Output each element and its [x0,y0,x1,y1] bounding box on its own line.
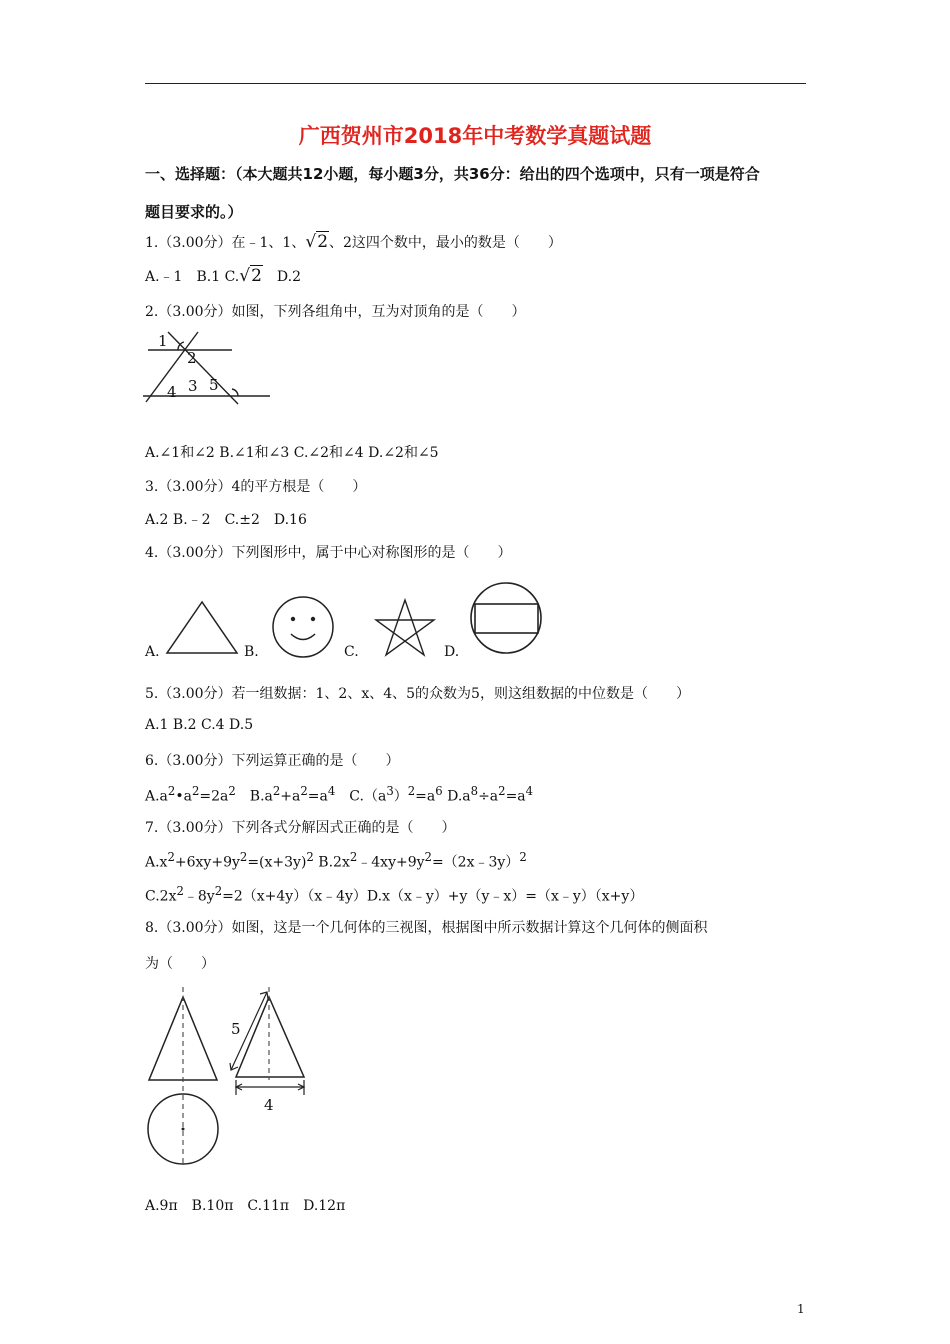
q4-circle-rectangle-figure [468,580,546,658]
q3-stem: 3.（3.00分）4的平方根是（ ） [145,479,367,495]
page-number: 1 [797,1302,805,1316]
q5-stem: 5.（3.00分）若一组数据：1、2、x、4、5的众数为5，则这组数据的中位数是（ ） [145,686,690,702]
q4-label-a: A. [145,644,160,660]
section-heading-line1: 一、选择题：（本大题共12小题，每小题3分，共36分：给出的四个选项中，只有一项是符合 [145,165,760,183]
q8-stem-line1: 8.（3.00分）如图，这是一个几何体的三视图，根据图中所示数据计算这个几何体的侧面积 [145,920,708,936]
q2-label-2: 2 [187,349,197,367]
q4-label-d: D. [444,644,460,660]
q2-angle-figure [140,330,275,405]
section-heading-line2: 题目要求的。） [145,203,243,221]
q4-stem: 4.（3.00分）下列图形中，属于中心对称图形的是（ ） [145,545,512,561]
q5-options: A.1 B.2 C.4 D.5 [145,717,254,733]
q1-stem: 1.（3.00分）在﹣1、1、√2、2这四个数中，最小的数是（ ） [145,232,562,252]
q2-stem: 2.（3.00分）如图，下列各组角中，互为对顶角的是（ ） [145,304,526,320]
q8-label-base: 4 [264,1096,274,1114]
q4-star-figure [372,598,438,658]
q2-label-5: 5 [209,376,219,394]
q6-stem: 6.（3.00分）下列运算正确的是（ ） [145,753,400,769]
sqrt-symbol: √2 [305,232,329,252]
q8-three-view-figure [140,985,315,1170]
q7-stem: 7.（3.00分）下列各式分解因式正确的是（ ） [145,820,456,836]
q8-options: A.9π B.10π C.11π D.12π [145,1198,346,1214]
q7-options-line2: $C.2x^2﹣8y^2=2(x+4y)(x﹣4y)D.x(x﹣y)+y(y﹣x)=(x﹣y)(x+y)$ [145,884,644,905]
q4-label-c: C. [344,644,359,660]
page-title: 广西贺州市2018年中考数学真题试题 [298,124,652,148]
q7-options-line1: $A.x^2+6xy+9y^2=(x+3y)^2$ $B.2x^2﹣4xy+9y^2=(2x﹣3y)^2$ [145,850,527,871]
q4-label-b: B. [244,644,259,660]
q4-triangle-figure [165,600,240,655]
header-rule [145,83,806,84]
q1-options: A.﹣1 B.1 C.√2 D.2 [145,266,301,286]
q2-label-4: 4 [167,383,177,401]
q4-smiley-figure [270,595,336,659]
q6-options: $A.a^2•a^2=2a^2$ $B.a^2+a^2=a^4$ $C.(a^3)^2=a^6$ $D.a^8\div a^2=a^4$ [145,784,534,805]
q2-label-1: 1 [158,332,168,350]
sqrt-symbol: √2 [239,266,262,286]
q2-label-3: 3 [188,377,198,395]
q8-label-slant: 5 [231,1020,241,1038]
q2-options: A.∠1和∠2 B.∠1和∠3 C.∠2和∠4 D.∠2和∠5 [145,445,439,461]
q3-options: A.2 B.﹣2 C.±2 D.16 [145,512,307,528]
q8-stem-line2: 为（ ） [145,956,215,972]
